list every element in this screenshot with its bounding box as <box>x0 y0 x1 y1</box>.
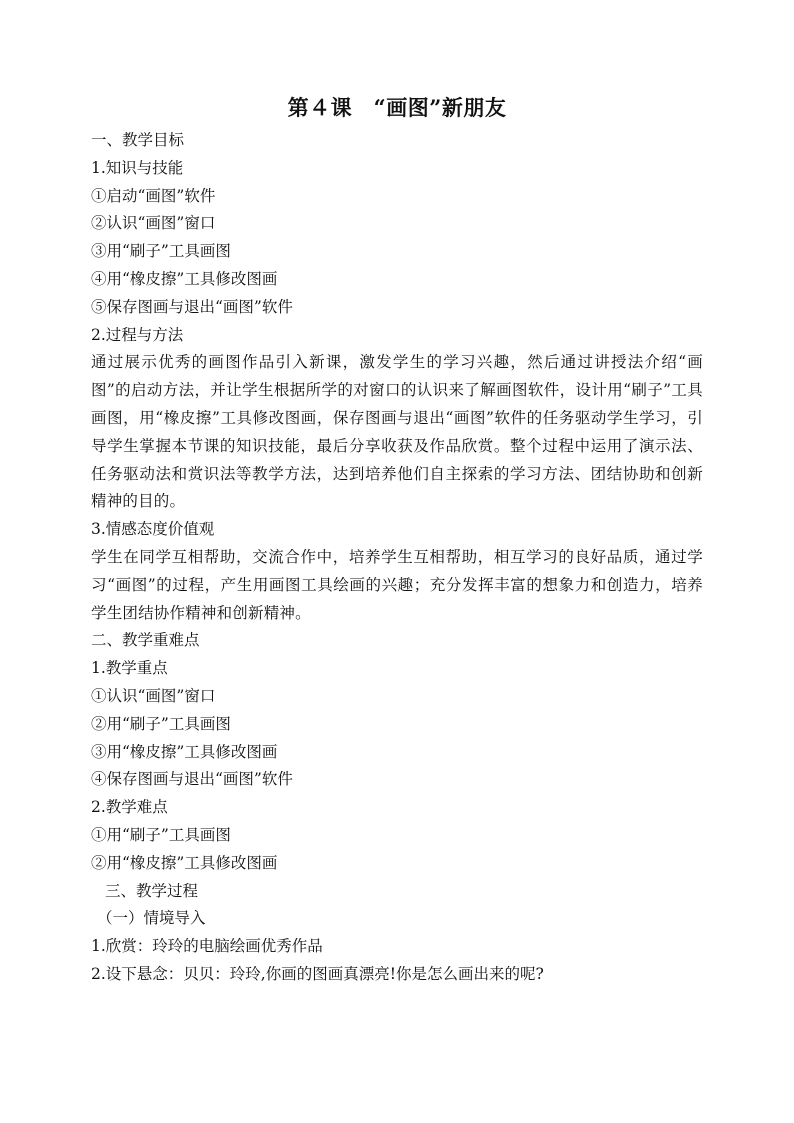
subheading-key-points: 1.教学重点 <box>91 659 168 678</box>
list-item: 2.设下悬念：贝贝：玲玲,你画的图画真漂亮!你是怎么画出来的呢? <box>91 964 544 983</box>
section-heading-key-points: 二、教学重难点 <box>91 631 200 650</box>
list-item: ④用“橡皮擦”工具修改图画 <box>91 269 278 288</box>
document-body <box>91 127 703 989</box>
subheading-emotion-values: 3.情感态度价值观 <box>91 520 215 539</box>
list-item: ①启动“画图”软件 <box>91 186 216 205</box>
list-item: ④保存图画与退出“画图”软件 <box>91 770 293 789</box>
lesson-title: 第４课 “画图”新朋友 <box>287 95 507 120</box>
paragraph-emotion-values: 学生在同学互相帮助，交流合作中，培养学生互相帮助，相互学习的良好品质，通过学习“画图”的过程，产生用画图工具绘画的兴趣；充分发挥丰富的想象力和创造力，培养学生团结协作精神和创新精神。 <box>91 547 703 622</box>
list-item: ①用“刷子”工具画图 <box>91 825 231 844</box>
list-item: ①认识“画图”窗口 <box>91 686 216 705</box>
list-item: ②用“刷子”工具画图 <box>91 714 231 733</box>
subheading-scenario-intro: （一）情境导入 <box>97 909 206 928</box>
list-item: ③用“刷子”工具画图 <box>91 242 231 261</box>
list-item: 1.欣赏：玲玲的电脑绘画优秀作品 <box>91 937 323 956</box>
list-item: ⑤保存图画与退出“画图”软件 <box>91 297 293 316</box>
list-item: ②用“橡皮擦”工具修改图画 <box>91 853 278 872</box>
subheading-knowledge-skills: 1.知识与技能 <box>91 158 184 177</box>
list-item: ②认识“画图”窗口 <box>91 214 216 233</box>
section-heading-objectives: 一、教学目标 <box>91 131 185 149</box>
list-item: ③用“橡皮擦”工具修改图画 <box>91 742 278 761</box>
section-heading-process: 三、教学过程 <box>105 881 199 900</box>
subheading-process-methods: 2.过程与方法 <box>91 325 184 344</box>
paragraph-process-methods: 通过展示优秀的画图作品引入新课，激发学生的学习兴趣，然后通过讲授法介绍“画图”的启动方法，并让学生根据所学的对窗口的认识来了解画图软件，设计用“刷子”工具画图，用“橡皮擦”工具修改图画，保存图画与退出“画图”软件的任务驱动学生学习，引导学生掌握本节课的知识技能，最后分享收获及作品欣赏。整个过程中运用了演示法、任务驱动法和赏识法等教学方法，达到培养他们自主探索的学习方法、团结协助和创新精神的目的。 <box>91 353 703 511</box>
subheading-difficulties: 2.教学难点 <box>91 798 168 817</box>
